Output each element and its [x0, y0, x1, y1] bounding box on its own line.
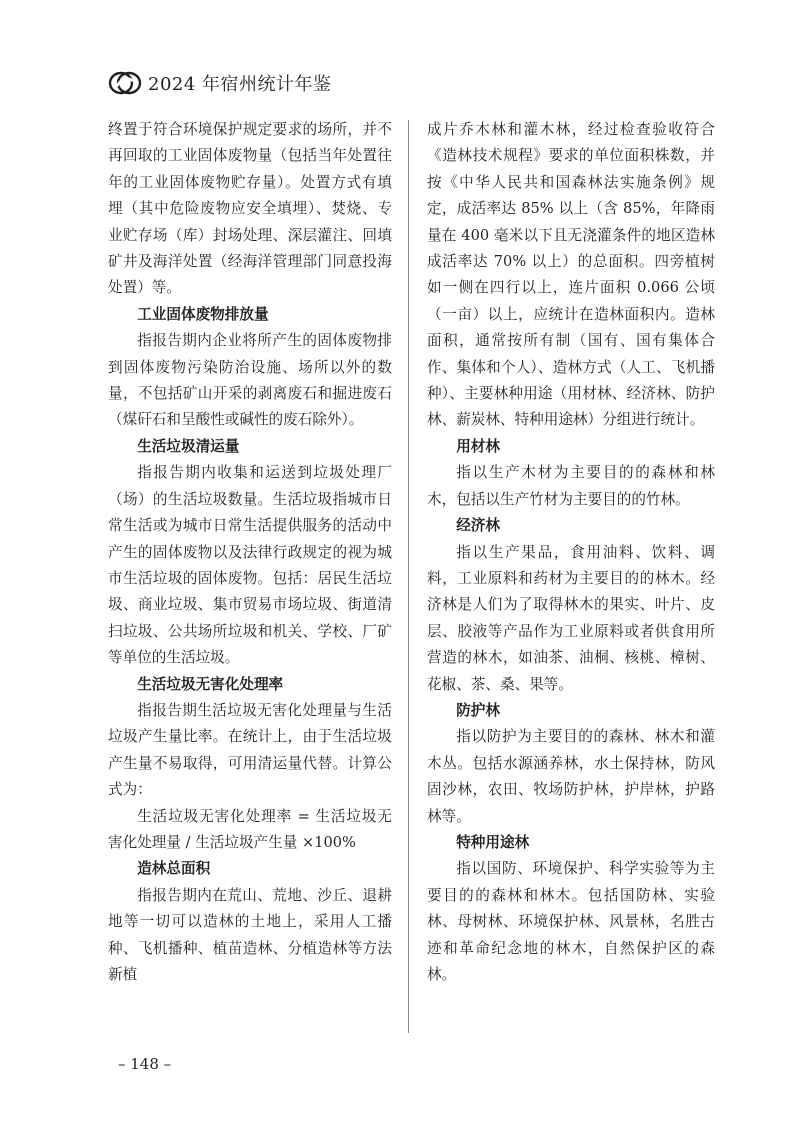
page-number: – 148 –	[118, 1055, 172, 1073]
running-header	[108, 68, 332, 98]
paragraph: 指以国防、环境保护、科学实验等为主要目的的森林和林木。包括国防林、实验林、母树林、环境保护林、风景林，名胜古迹和革命纪念地的林木，自然保护区的森林。	[427, 860, 715, 983]
section-heading: 防护林	[456, 701, 500, 719]
yearbook-logo-icon	[108, 71, 142, 95]
section-heading: 经济林	[456, 517, 500, 535]
section-heading: 造林总面积	[137, 860, 211, 878]
left-column	[108, 117, 392, 988]
paragraph: 指报告期生活垃圾无害化处理量与生活垃圾产生量比率。在统计上，由于生活垃圾产生量不易取得，可用清运量代替。计算公式为：	[108, 701, 392, 799]
paragraph: 指报告期内企业将所产生的固体废物排到固体废物污染防治设施、场所以外的数量，不包括矿山开采的剥离废石和掘进废石（煤矸石和呈酸性或碱性的废石除外）。	[108, 332, 392, 429]
section-heading: 工业固体废物排放量	[137, 305, 269, 323]
section-heading: 生活垃圾清运量	[137, 437, 240, 455]
section-heading: 特种用途林	[456, 833, 530, 851]
section-heading: 生活垃圾无害化处理率	[137, 675, 284, 693]
section-heading: 用材林	[456, 437, 500, 455]
formula: 生活垃圾无害化处理率 = 生活垃圾无害化处理量 / 生活垃圾产生量 ×100%	[108, 807, 392, 851]
paragraph: 指报告期内收集和运送到垃圾处理厂（场）的生活垃圾数量。生活垃圾指城市日常生活或为城市日常生活提供服务的活动中产生的固体废物以及法律行政规定的视为城市生活垃圾的固体废物。包括：居民生活垃圾、商业垃圾、集市贸易市场垃圾、街道清扫垃圾、公共场所垃圾和机关、学校、厂矿等单位的生活垃圾。	[108, 464, 392, 667]
book-title: 2024 年宿州统计年鉴	[148, 74, 332, 95]
paragraph: 指报告期内在荒山、荒地、沙丘、退耕地等一切可以造林的土地上，采用人工播种、飞机播种、植苗造林、分植造林等方法新植	[108, 886, 392, 983]
right-column	[427, 117, 715, 988]
paragraph: 指以生产果品，食用油料、饮料、调料，工业原料和药材为主要目的的林木。经济林是人们为了取得林木的果实、叶片、皮层、胶液等产品作为工业原料或者供食用所营造的林木，如油茶、油桐、核桃、樟树、花椒、茶、桑、果等。	[427, 543, 715, 693]
paragraph: 成片乔木林和灌木林，经过检查验收符合《造林技术规程》要求的单位面积株数，并按《中华人民共和国森林法实施条例》规定，成活率达 85% 以上（含 85%，年降雨量在 400 毫米以下且无浇灌条件的地区造林成活率达 70% 以上）的总面积。四旁植树如一侧在四行以上，连片面积 0.066 公顷（一亩）以上，应统计在造林面积内。造林面积，通常按所有制（国有、国有集体合作、集体和个人）、造林方式（人工、飞机播种）、主要林种用途（用材林、经济林、防护林、薪炭林、特种用途林）分组进行统计。	[427, 121, 715, 429]
paragraph: 指以防护为主要目的的森林、林木和灌木丛。包括水源涵养林，水土保持林，防风固沙林，农田、牧场防护林，护岸林，护路林等。	[427, 728, 715, 825]
column-divider	[408, 120, 409, 1033]
paragraph: 终置于符合环境保护规定要求的场所，并不再回取的工业固体废物量（包括当年处置往年的工业固体废物贮存量）。处置方式有填埋（其中危险废物应安全填埋）、焚烧、专业贮存场（库）封场处理、深层灌注、回填矿井及海洋处置（经海洋管理部门同意投海处置）等。	[108, 121, 392, 297]
paragraph: 指以生产木材为主要目的的森林和林木，包括以生产竹材为主要目的的竹林。	[427, 464, 715, 508]
